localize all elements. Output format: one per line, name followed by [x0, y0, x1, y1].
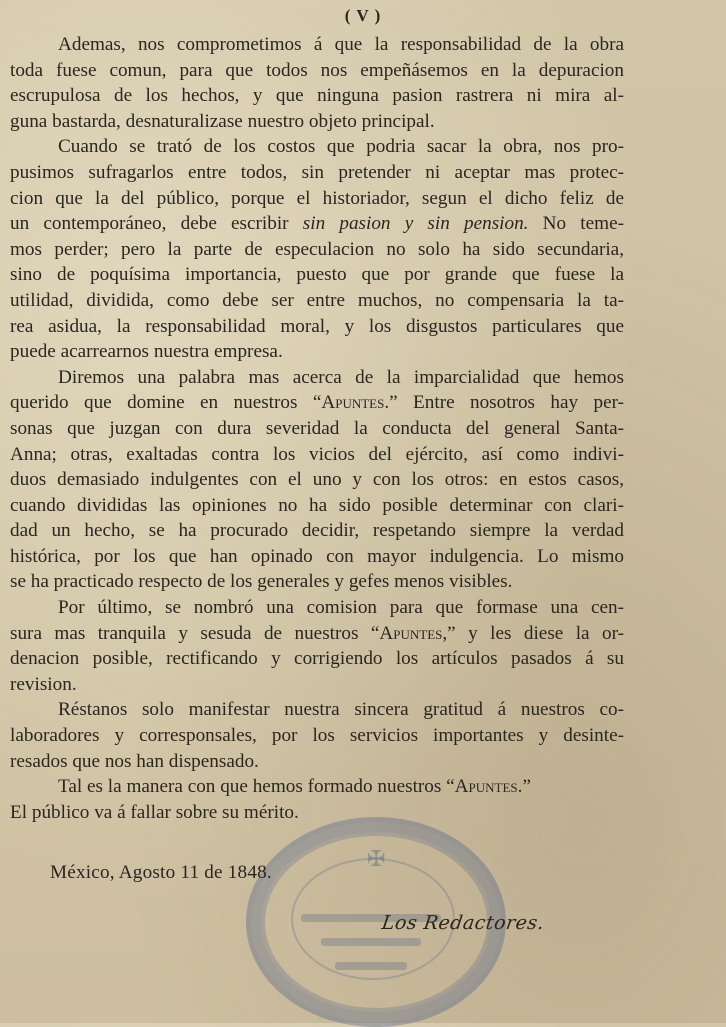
- text-line: [10, 442, 624, 468]
- text-segment: querido que domine en nuestros “: [10, 392, 322, 414]
- text-segment: un contemporáneo, debe escribir: [10, 213, 303, 235]
- text-segment: ,” y les diese la or-: [442, 622, 624, 644]
- text-line: [10, 774, 624, 800]
- text-segment: sin pasion y sin pension.: [302, 213, 529, 235]
- text-line: [10, 646, 624, 672]
- text-segment: No teme-: [528, 213, 624, 235]
- dateline: México, Agosto 11 de 1848.: [50, 862, 272, 883]
- text-line: [10, 416, 624, 442]
- paragraph: [10, 32, 624, 134]
- paragraph: [10, 134, 624, 364]
- text-segment: Apuntes: [379, 622, 443, 644]
- text-line: [10, 390, 624, 416]
- paragraph: [10, 595, 624, 697]
- text-line: [10, 697, 624, 723]
- text-line: [10, 493, 624, 519]
- text-segment: Apuntes: [454, 776, 518, 798]
- text-segment: guna bastarda, desnaturalizase nuestro objeto principal.: [10, 110, 435, 132]
- text-segment: cion que la del público, porque el historiador, segun el dicho feliz de: [10, 187, 624, 209]
- text-line: [10, 211, 624, 237]
- paragraph: [10, 800, 624, 826]
- text-segment: dad un hecho, se ha procurado decidir, respetando siempre la verdad: [10, 520, 624, 542]
- text-line: [10, 237, 624, 263]
- text-line: [10, 621, 624, 647]
- text-segment: .”: [517, 776, 531, 798]
- text-segment: mos perder; pero la parte de especulacion no solo ha sido secundaria,: [10, 238, 624, 260]
- text-line: [10, 262, 624, 288]
- text-line: [10, 186, 624, 212]
- text-line: [10, 32, 624, 58]
- text-segment: Apuntes: [321, 392, 385, 414]
- text-line: [10, 544, 624, 570]
- text-segment: sura mas tranquila y sesuda de nuestros “: [10, 622, 380, 644]
- body-text: [10, 32, 624, 825]
- text-segment: laboradores y corresponsales, por los servicios importantes y desinte-: [10, 725, 624, 747]
- paragraph: [10, 697, 624, 774]
- text-segment: Anna; otras, exaltadas contra los vicios del ejército, así como indivi-: [10, 443, 624, 465]
- text-line: [10, 800, 624, 826]
- text-line: [10, 467, 624, 493]
- stamp-text-mark: [335, 962, 407, 970]
- page-number: ( V ): [344, 6, 382, 25]
- text-line: [10, 595, 624, 621]
- text-segment: Diremos una palabra mas acerca de la imparcialidad que hemos: [58, 366, 624, 388]
- stamp-text-mark: [321, 938, 421, 946]
- paragraph: [10, 365, 624, 595]
- text-segment: revision.: [10, 673, 77, 695]
- text-segment: escrupulosa de los hechos, y que ninguna pasion rastrera ni mira al-: [10, 85, 624, 107]
- cross-icon: ✠: [367, 846, 386, 871]
- text-segment: Por último, se nombró una comision para que formase una cen-: [58, 597, 624, 619]
- text-line: [10, 339, 624, 365]
- text-segment: rea asidua, la responsabilidad moral, y los disgustos particulares que: [10, 315, 624, 337]
- text-line: [10, 723, 624, 749]
- text-segment: se ha practicado respecto de los generales y gefes menos visibles.: [10, 571, 513, 593]
- text-line: [10, 83, 624, 109]
- text-line: [10, 672, 624, 698]
- text-line: [10, 569, 624, 595]
- text-segment: Ademas, nos comprometimos á que la responsabilidad de la obra: [58, 34, 624, 55]
- text-line: [10, 365, 624, 391]
- text-segment: resados que nos han dispensado.: [10, 750, 259, 772]
- text-segment: puede acarrearnos nuestra empresa.: [10, 341, 283, 363]
- text-segment: Réstanos solo manifestar nuestra sincera gratitud á nuestros co-: [58, 699, 624, 721]
- text-line: [10, 749, 624, 775]
- paragraph: [10, 774, 624, 800]
- text-segment: Tal es la manera con que hemos formado nuestros “: [58, 776, 455, 798]
- text-segment: cuando divididas las opiniones no ha sido posible determinar con clari-: [10, 494, 624, 516]
- text-line: [10, 58, 624, 84]
- text-line: [10, 109, 624, 135]
- text-segment: Cuando se trató de los costos que podria sacar la obra, nos pro-: [58, 136, 624, 158]
- text-line: [10, 314, 624, 340]
- text-segment: pusimos sufragarlos entre todos, sin pretender ni aceptar mas protec-: [10, 161, 624, 183]
- text-segment: .” Entre nosotros hay per-: [384, 392, 624, 414]
- text-segment: El público va á fallar sobre su mérito.: [10, 801, 299, 823]
- text-line: [10, 518, 624, 544]
- text-line: [10, 288, 624, 314]
- text-segment: utilidad, dividida, como debe ser entre muchos, no compensaria la ta-: [10, 289, 624, 311]
- text-segment: toda fuese comun, para que todos nos empeñásemos en la depuracion: [10, 59, 624, 81]
- signature: Los Redactores.: [380, 912, 546, 934]
- text-segment: denacion posible, rectificando y corrigiendo los artículos pasados á su: [10, 648, 624, 670]
- text-segment: sonas que juzgan con dura severidad la conducta del general Santa-: [10, 417, 624, 439]
- text-segment: sino de poquísima importancia, puesto que por grande que fuese la: [10, 264, 624, 286]
- text-segment: duos demasiado indulgentes con el uno y con los otros: en estos casos,: [10, 469, 624, 491]
- text-line: [10, 160, 624, 186]
- text-line: [10, 134, 624, 160]
- text-segment: histórica, por los que han opinado con mayor indulgencia. Lo mismo: [10, 545, 624, 567]
